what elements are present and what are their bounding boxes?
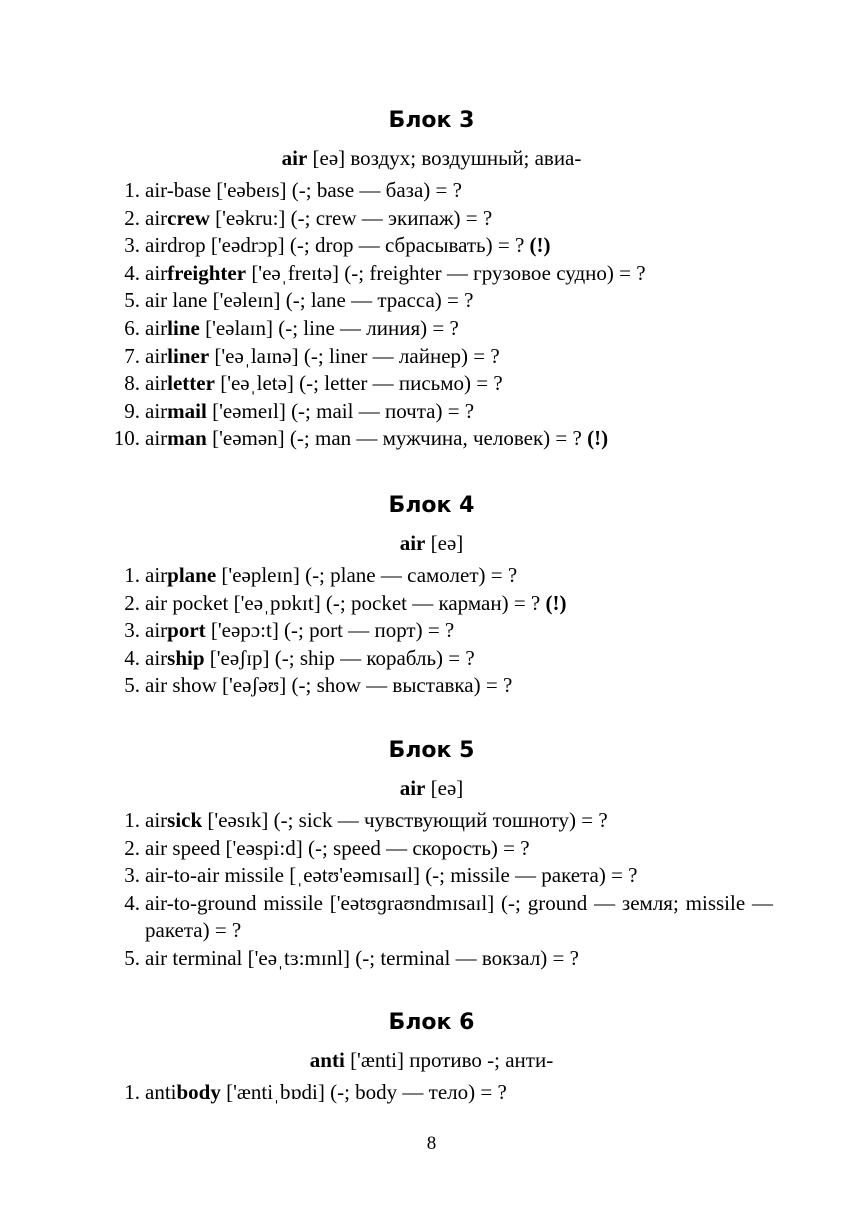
word-list (0, 562, 863, 700)
block-6 (0, 1008, 863, 1107)
item-word: air show (145, 673, 217, 698)
list-item (0, 862, 863, 890)
note-mark: (!) (587, 426, 609, 451)
item-explanation: ['eətʊɡraʊndmɪsaɪl] (-; ground — земля; missile — ракета) = ? (145, 890, 774, 943)
item-explanation: ['eəleɪn] (-; lane — трасса) = ? (207, 288, 474, 313)
item-word: anti (145, 1080, 177, 1104)
item-number: 1. (124, 178, 140, 202)
block-headword (0, 530, 863, 556)
item-number: 5. (124, 673, 140, 698)
item-word: air (145, 315, 168, 340)
list-item (0, 1079, 863, 1107)
item-word: air (145, 618, 168, 643)
list-item (0, 177, 863, 205)
item-word: air (145, 205, 168, 230)
item-explanation: ['eəˌpɒkɪt] (-; pocket — карман) = ? (228, 590, 546, 615)
item-word: air-to-ground missile (145, 890, 323, 915)
item-word: air (145, 371, 168, 396)
item-word: air (145, 645, 168, 670)
block-4 (0, 491, 863, 700)
item-word-bold: letter (167, 371, 215, 396)
item-number: 3. (124, 233, 140, 258)
item-number: 3. (124, 863, 140, 888)
item-word: air (145, 426, 168, 451)
item-word-bold: mail (167, 398, 207, 423)
list-item (0, 562, 863, 590)
item-explanation: ['eəʃəʊ] (-; show — выставка) = ? (216, 673, 513, 698)
item-explanation: ['eəˌlaɪnə] (-; liner — лайнер) = ? (209, 343, 500, 368)
item-word-bold: man (167, 426, 207, 451)
item-word-bold: liner (167, 343, 210, 368)
note-mark: (!) (529, 233, 551, 258)
item-explanation: ['eəʃɪp] (-; ship — корабль) = ? (204, 645, 475, 670)
headword-definition: [eə] воздух; воздушный; авиа- (307, 146, 582, 170)
list-item (0, 398, 863, 426)
block-5 (0, 736, 863, 973)
block-title: Блок 6 (388, 1010, 475, 1035)
word-list (0, 1079, 863, 1107)
block-3 (0, 106, 863, 453)
item-word-bold: line (167, 315, 200, 340)
list-item (0, 672, 863, 700)
list-item (0, 287, 863, 315)
item-word-bold: sick (167, 808, 203, 832)
item-number: 7. (124, 343, 140, 368)
headword-definition: [eə] (425, 531, 464, 555)
item-explanation: ['eəmən] (-; man — мужчина, человек) = ? (206, 426, 588, 451)
item-explanation: ['æntiˌbɒdi] (-; body — тело) = ? (220, 1080, 507, 1104)
item-number: 4. (124, 890, 140, 915)
item-explanation: ['eəmeɪl] (-; mail — почта) = ? (206, 398, 475, 423)
item-number: 1. (124, 808, 140, 832)
item-explanation: ['eəˌletə] (-; letter — письмо) = ? (214, 371, 503, 396)
headword-definition: ['ænti] противо -; анти- (344, 1048, 554, 1072)
item-word-bold: port (167, 618, 206, 643)
item-number: 3. (124, 618, 140, 643)
item-word: air (145, 563, 168, 587)
list-item (0, 617, 863, 645)
item-word: air lane (145, 288, 208, 313)
block-headword (0, 1047, 863, 1073)
item-number: 2. (124, 590, 140, 615)
item-explanation: ['eəpleɪn] (-; plane — самолет) = ? (216, 563, 518, 587)
block-headword (0, 145, 863, 171)
item-word: air pocket (145, 590, 229, 615)
list-item (0, 590, 863, 618)
item-word: air (145, 398, 168, 423)
item-number: 2. (124, 205, 140, 230)
list-item (0, 343, 863, 371)
list-item (0, 205, 863, 233)
item-explanation: ['eəspi:d] (-; speed — скорость) = ? (220, 835, 530, 860)
list-item (0, 890, 863, 945)
item-number: 5. (124, 945, 140, 970)
item-explanation: ['eədrɔp] (-; drop — сбрасывать) = ? (205, 233, 530, 258)
item-word: air (145, 260, 168, 285)
item-explanation: ['eəpɔ:t] (-; port — порт) = ? (205, 618, 455, 643)
item-explanation: ['eəlaɪn] (-; line — линия) = ? (199, 315, 459, 340)
list-item (0, 645, 863, 673)
block-title: Блок 4 (388, 493, 475, 518)
item-explanation: ['eəˌtɜ:mɪnl] (-; terminal — вокзал) = ? (242, 945, 579, 970)
item-number: 6. (124, 315, 140, 340)
item-word: air terminal (145, 945, 243, 970)
block-title: Блок 3 (388, 108, 475, 133)
item-word: air (145, 343, 168, 368)
list-item (0, 807, 863, 835)
item-explanation: ['eəbeɪs] (-; base — база) = ? (211, 178, 462, 202)
list-item (0, 370, 863, 398)
block-headword (0, 775, 863, 801)
item-explanation: [ˌeətʊ'eəmɪsaɪl] (-; missile — ракета) = ? (283, 863, 638, 888)
item-word: airdrop (145, 233, 206, 258)
item-number: 5. (124, 288, 140, 313)
item-word: air-base (145, 178, 212, 202)
note-mark: (!) (545, 590, 567, 615)
headword: air (399, 776, 426, 800)
item-explanation: ['eəsɪk] (-; sick — чувствующий тошноту) = ? (202, 808, 608, 832)
item-word-bold: ship (167, 645, 205, 670)
list-item (0, 945, 863, 973)
item-number: 8. (124, 371, 140, 396)
item-word: air-to-air missile (145, 863, 284, 888)
list-item (0, 315, 863, 343)
headword: air (281, 146, 308, 170)
item-word-bold: plane (167, 563, 217, 587)
item-word: air speed (145, 835, 221, 860)
page-number: 8 (426, 1133, 437, 1154)
list-item (0, 260, 863, 288)
item-word: air (145, 808, 168, 832)
headword-definition: [eə] (425, 776, 464, 800)
item-word-bold: body (176, 1080, 221, 1104)
item-word-bold: freighter (167, 260, 247, 285)
item-number: 10. (113, 426, 140, 451)
headword: anti (309, 1048, 345, 1072)
item-explanation: ['eəˌfreɪtə] (-; freighter — грузовое судно) = ? (246, 260, 646, 285)
item-number: 2. (124, 835, 140, 860)
item-explanation: ['eəkru:] (-; crew — экипаж) = ? (209, 205, 493, 230)
headword: air (399, 531, 426, 555)
word-list (0, 177, 863, 453)
item-word-bold: crew (167, 205, 210, 230)
list-item (0, 425, 863, 453)
item-number: 4. (124, 645, 140, 670)
list-item (0, 232, 863, 260)
word-list (0, 807, 863, 973)
block-title: Блок 5 (388, 738, 475, 763)
item-number: 1. (124, 563, 140, 587)
item-number: 4. (124, 260, 140, 285)
item-number: 9. (124, 398, 140, 423)
item-number: 1. (124, 1080, 140, 1104)
list-item (0, 835, 863, 863)
